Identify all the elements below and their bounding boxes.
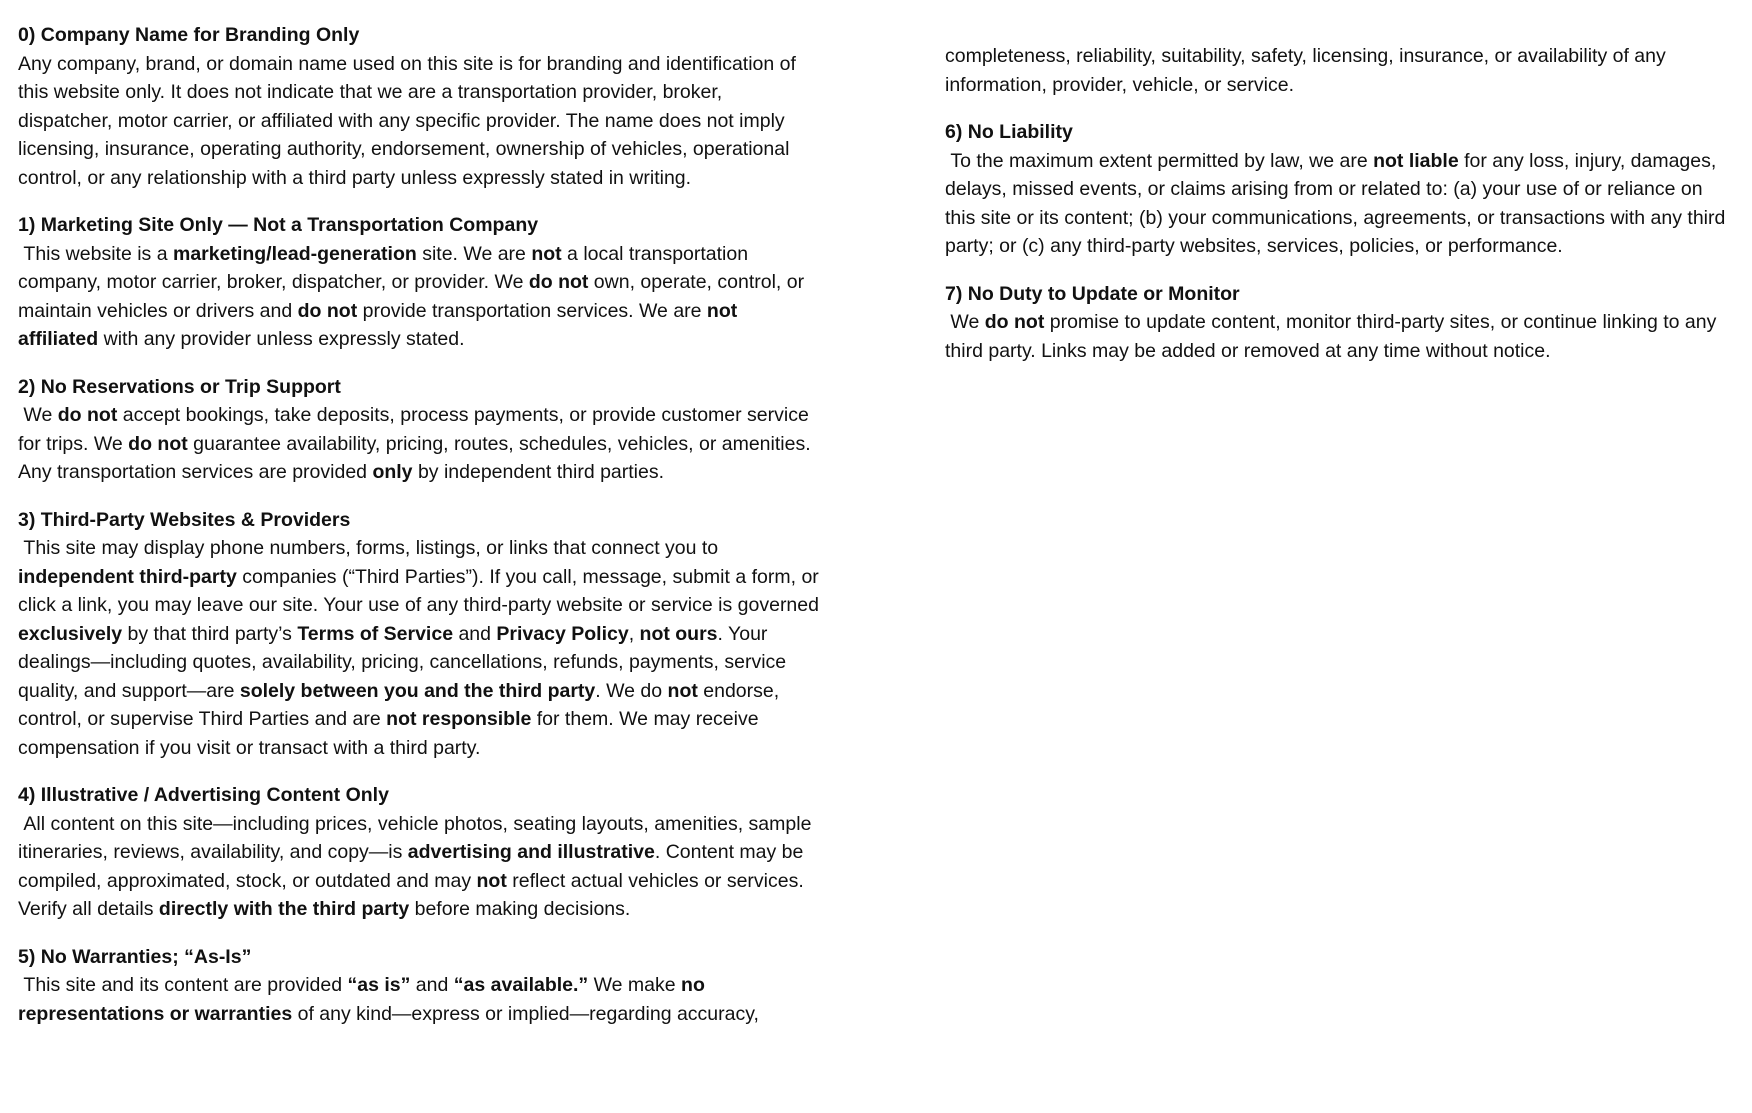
text-run: accept bookings, take deposits, process payments, or provide customer service for trips. We xyxy=(18,404,815,455)
bold-text-run: marketing/lead-generation xyxy=(172,242,417,265)
text-run: This website is a xyxy=(18,242,173,265)
bold-text-run: “as available.” xyxy=(453,974,589,996)
section-heading: 7) No Duty to Update or Monitor xyxy=(945,282,1240,305)
bold-text-run: directly with the third party xyxy=(158,898,410,920)
text-run: companies (“Third Parties”). If you call, message, submit a form, or click a link, you may leave our site. Your use of any third-party website or service is governed xyxy=(18,565,825,616)
text-run: and xyxy=(453,622,497,645)
disclaimer-section xyxy=(18,21,820,192)
text-run: and xyxy=(410,974,454,996)
bold-text-run: not xyxy=(476,869,507,892)
bold-text-run: do not xyxy=(297,299,358,322)
text-run: This site may display phone numbers, forms, listings, or links that connect you to xyxy=(18,537,724,559)
bold-text-run: Terms of Service xyxy=(297,622,454,645)
section-heading: 0) Company Name for Branding Only xyxy=(18,24,360,46)
text-run: Any company, brand, or domain name used on this site is for branding and identification of this website only. It does not indicate that we are a transportation provider, broker, dispatcher, motor carrier, or affiliated with any specific provider. The name does not imply licensing, insurance, operating authority, endorsement, ownership of vehicles, operational control, or any relationship with a third party unless expressly stated in writing. xyxy=(18,52,802,189)
bold-text-run: no representations or warranties xyxy=(18,974,711,1025)
bold-text-run: only xyxy=(372,461,413,483)
disclaimer-section xyxy=(945,118,1737,261)
disclaimer-section xyxy=(18,506,825,763)
text-run: We xyxy=(945,311,985,333)
text-run: provide transportation services. We are xyxy=(357,299,707,322)
text-run: own, operate, control, or maintain vehicles or drivers and xyxy=(18,271,810,322)
text-run: guarantee availability, pricing, routes, schedules, vehicles, or amenities. Any transportation services are provided xyxy=(18,432,815,483)
text-run: We xyxy=(18,404,58,426)
text-run: of any kind—express or implied—regarding accuracy, xyxy=(292,1002,759,1025)
text-run: reflect actual vehicles or services. Verify all details xyxy=(18,869,810,920)
text-run: . We do xyxy=(595,679,668,702)
text-run: promise to update content, monitor third-party sites, or continue linking to any third party. Links may be added or removed at any time without notice. xyxy=(945,311,1722,362)
text-run: site. We are xyxy=(416,242,532,265)
text-run: before making decisions. xyxy=(409,898,631,920)
text-run: All content on this site—including prices, vehicle photos, seating layouts, amenities, sample itineraries, reviews, availability, and copy—is xyxy=(18,812,817,863)
text-column-right xyxy=(945,42,1737,365)
section-heading: 4) Illustrative / Advertising Content Only xyxy=(18,784,389,806)
text-run: by independent third parties. xyxy=(412,461,665,483)
text-column-left xyxy=(18,21,825,1028)
bold-text-run: not xyxy=(531,242,562,265)
disclaimer-section xyxy=(18,211,820,354)
bold-text-run: not responsible xyxy=(386,708,532,730)
text-run: a local transportation company, motor carrier, broker, dispatcher, or provider. We xyxy=(18,242,754,293)
disclaimer-section xyxy=(18,373,820,487)
disclaimer-section xyxy=(945,280,1737,366)
text-run: by that third party’s xyxy=(122,622,298,645)
section-body xyxy=(18,240,820,354)
bold-text-run: not affiliated xyxy=(18,299,743,350)
text-run: . Content may be compiled, approximated, stock, or outdated and may xyxy=(18,841,809,892)
text-run: . Your dealings—including quotes, availability, pricing, cancellations, refunds, payments, service quality, and support—are xyxy=(18,622,792,702)
bold-text-run: do not xyxy=(984,311,1045,333)
bold-text-run: independent third-party xyxy=(18,565,237,588)
text-run: completeness, reliability, suitability, safety, licensing, insurance, or availability of any information, provider, vehicle, or service. xyxy=(945,45,1672,96)
section-body xyxy=(18,534,825,762)
section-heading: 2) No Reservations or Trip Support xyxy=(18,375,341,398)
section-body xyxy=(18,401,820,487)
bold-text-run: solely between you and the third party xyxy=(239,679,596,702)
text-run: for any loss, injury, damages, delays, missed events, or claims arising from or related to: (a) your use of or reliance on this site or its content; (b) your communications, agreements, or transactions with any third party; or (c) any third-party websites, services, policies, or performance. xyxy=(945,149,1731,257)
disclaimer-section xyxy=(18,781,820,924)
text-run: for them. We may receive compensation if you visit or transact with a third party. xyxy=(18,708,764,759)
text-run: with any provider unless expressly stated. xyxy=(98,328,465,350)
section-heading: 5) No Warranties; “As-Is” xyxy=(18,945,252,968)
text-run: To the maximum extent permitted by law, we are xyxy=(945,149,1374,172)
bold-text-run: not liable xyxy=(1373,149,1459,172)
bold-text-run: not xyxy=(667,679,698,702)
text-run: endorse, control, or supervise Third Parties and are xyxy=(18,679,785,730)
section-body xyxy=(945,42,1737,99)
section-heading: 3) Third-Party Websites & Providers xyxy=(18,508,351,531)
section-body xyxy=(18,971,820,1028)
section-body xyxy=(18,50,820,193)
text-run: , xyxy=(628,622,640,645)
disclaimer-section xyxy=(945,42,1737,99)
text-run: This site and its content are provided xyxy=(18,974,348,996)
bold-text-run: “as is” xyxy=(347,974,411,996)
bold-text-run: Privacy Policy xyxy=(496,622,629,645)
section-body xyxy=(945,308,1737,365)
bold-text-run: do not xyxy=(528,271,589,293)
section-heading: 6) No Liability xyxy=(945,121,1073,143)
bold-text-run: do not xyxy=(128,432,188,455)
bold-text-run: exclusively xyxy=(18,622,123,645)
bold-text-run: do not xyxy=(57,404,118,426)
bold-text-run: advertising and illustrative xyxy=(407,841,655,863)
text-run: We make xyxy=(588,974,682,996)
section-body xyxy=(18,810,820,924)
bold-text-run: not ours xyxy=(639,622,718,645)
disclaimer-section xyxy=(18,943,820,1029)
section-heading: 1) Marketing Site Only — Not a Transportation Company xyxy=(18,214,539,236)
section-body xyxy=(945,147,1737,261)
